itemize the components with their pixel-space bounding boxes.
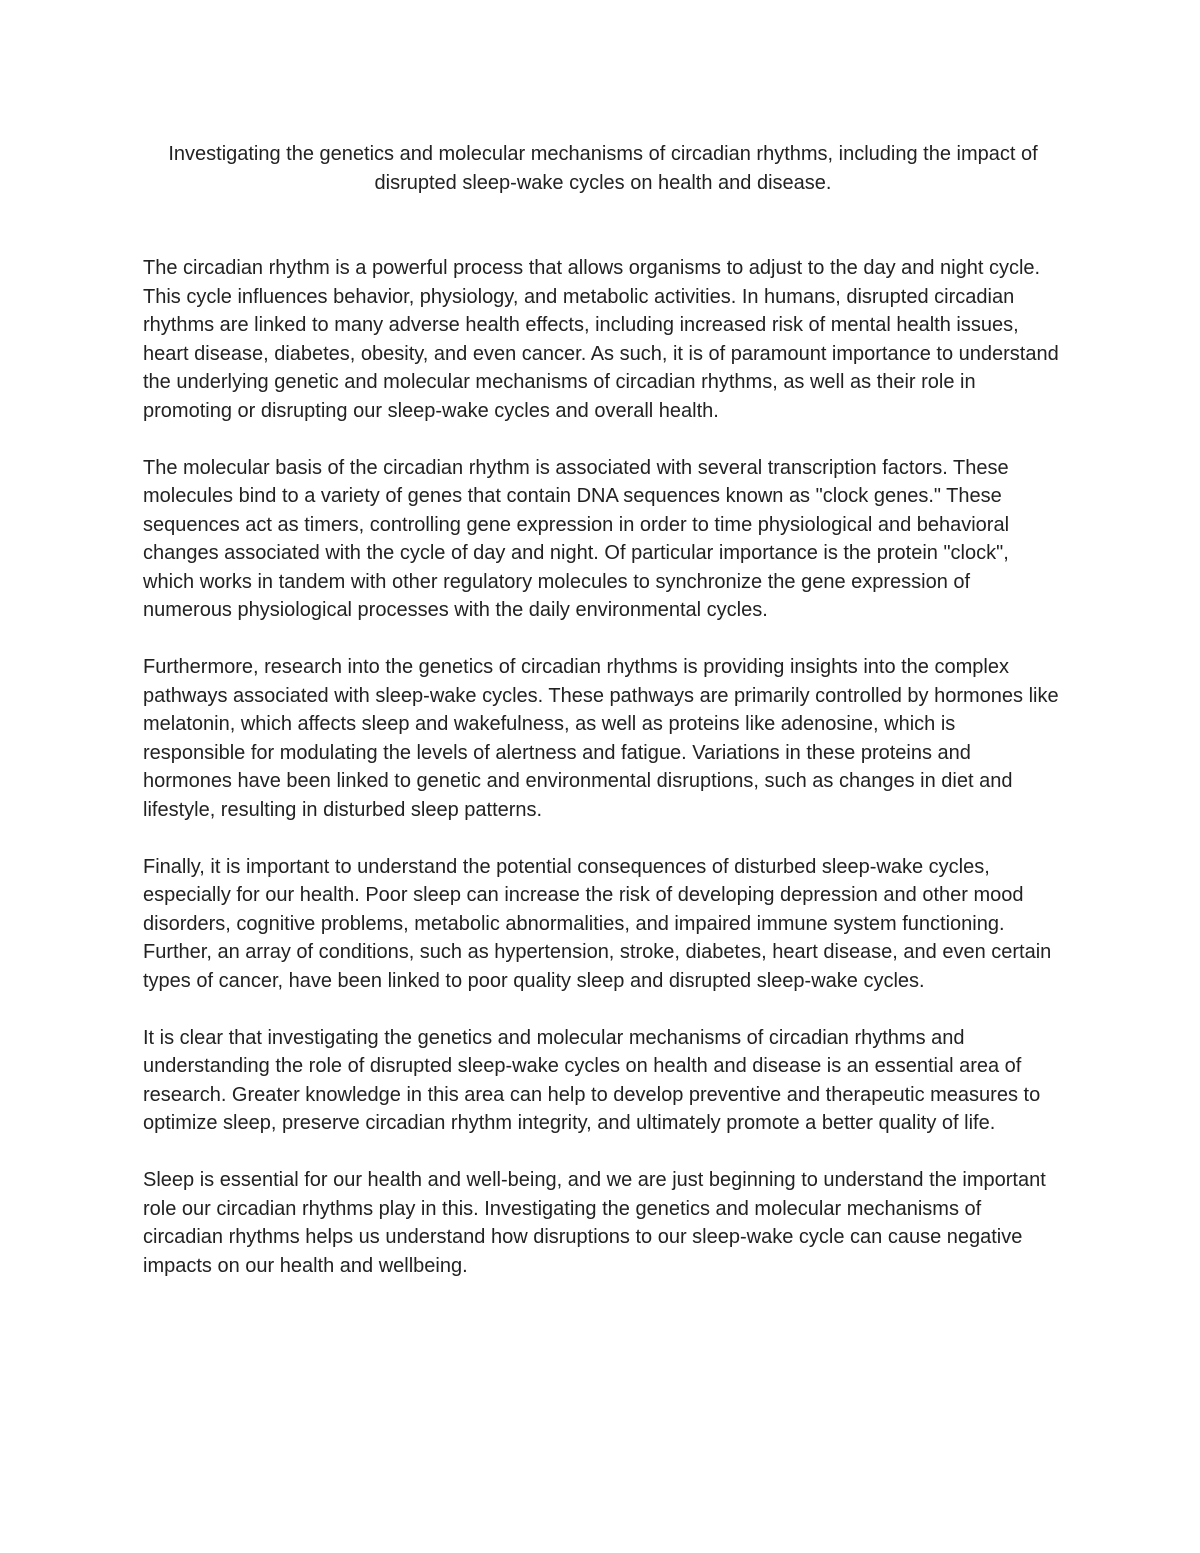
document-body (143, 140, 1063, 1280)
spacer (143, 425, 1063, 454)
paragraph-2: The molecular basis of the circadian rhythm is associated with several transcription factors. These molecules bind to a variety of genes that contain DNA sequences known as "clock genes." These sequences act as timers, controlling gene expression in order to time physiological and behavioral changes associated with the cycle of day and night. Of particular importance is the protein "clock", which works in tandem with other regulatory molecules to synchronize the gene expression of numerous physiological processes with the daily environmental cycles. (143, 456, 1010, 621)
paragraph-3: Furthermore, research into the genetics of circadian rhythms is providing insights into the complex pathways associated with sleep-wake cycles. These pathways are primarily controlled by hormones like melatonin, which affects sleep and wakefulness, as well as proteins like adenosine, which is responsible for modulating the levels of alertness and fatigue. Variations in these proteins and hormones have been linked to genetic and environmental disruptions, such as changes in diet and lifestyle, resulting in disturbed sleep patterns. (143, 656, 1059, 821)
paragraph-6: Sleep is essential for our health and well-being, and we are just beginning to understand the important role our circadian rhythms play in this. Investigating the genetics and molecular mechanisms of circadian rhythms helps us understand how disruptions to our sleep-wake cycle can cause negative impacts on our health and wellbeing. (143, 1169, 1046, 1277)
spacer (143, 197, 1063, 254)
document-title: Investigating the genetics and molecular mechanisms of circadian rhythms, including the impact of disrupted sleep-wake cycles on health and disease. (168, 143, 1038, 194)
spacer (143, 1138, 1063, 1167)
spacer (143, 824, 1063, 853)
spacer (143, 625, 1063, 654)
paragraph-1: The circadian rhythm is a powerful process that allows organisms to adjust to the day and night cycle. This cycle influences behavior, physiology, and metabolic activities. In humans, disrupted circadian rhythms are linked to many adverse health effects, including increased risk of mental health issues, heart disease, diabetes, obesity, and even cancer. As such, it is of paramount importance to understand the underlying genetic and molecular mechanisms of circadian rhythms, as well as their role in promoting or disrupting our sleep-wake cycles and overall health. (143, 257, 1059, 422)
spacer (143, 995, 1063, 1024)
paragraph-4: Finally, it is important to understand the potential consequences of disturbed sleep-wake cycles, especially for our health. Poor sleep can increase the risk of developing depression and other mood disorders, cognitive problems, metabolic abnormalities, and impaired immune system functioning. Further, an array of conditions, such as hypertension, stroke, diabetes, heart disease, and even certain types of cancer, have been linked to poor quality sleep and disrupted sleep-wake cycles. (143, 855, 1052, 992)
paragraph-5: It is clear that investigating the genetics and molecular mechanisms of circadian rhythms and understanding the role of disrupted sleep-wake cycles on health and disease is an essential area of research. Greater knowledge in this area can help to develop preventive and therapeutic measures to optimize sleep, preserve circadian rhythm integrity, and ultimately promote a better quality of life. (143, 1026, 1041, 1134)
